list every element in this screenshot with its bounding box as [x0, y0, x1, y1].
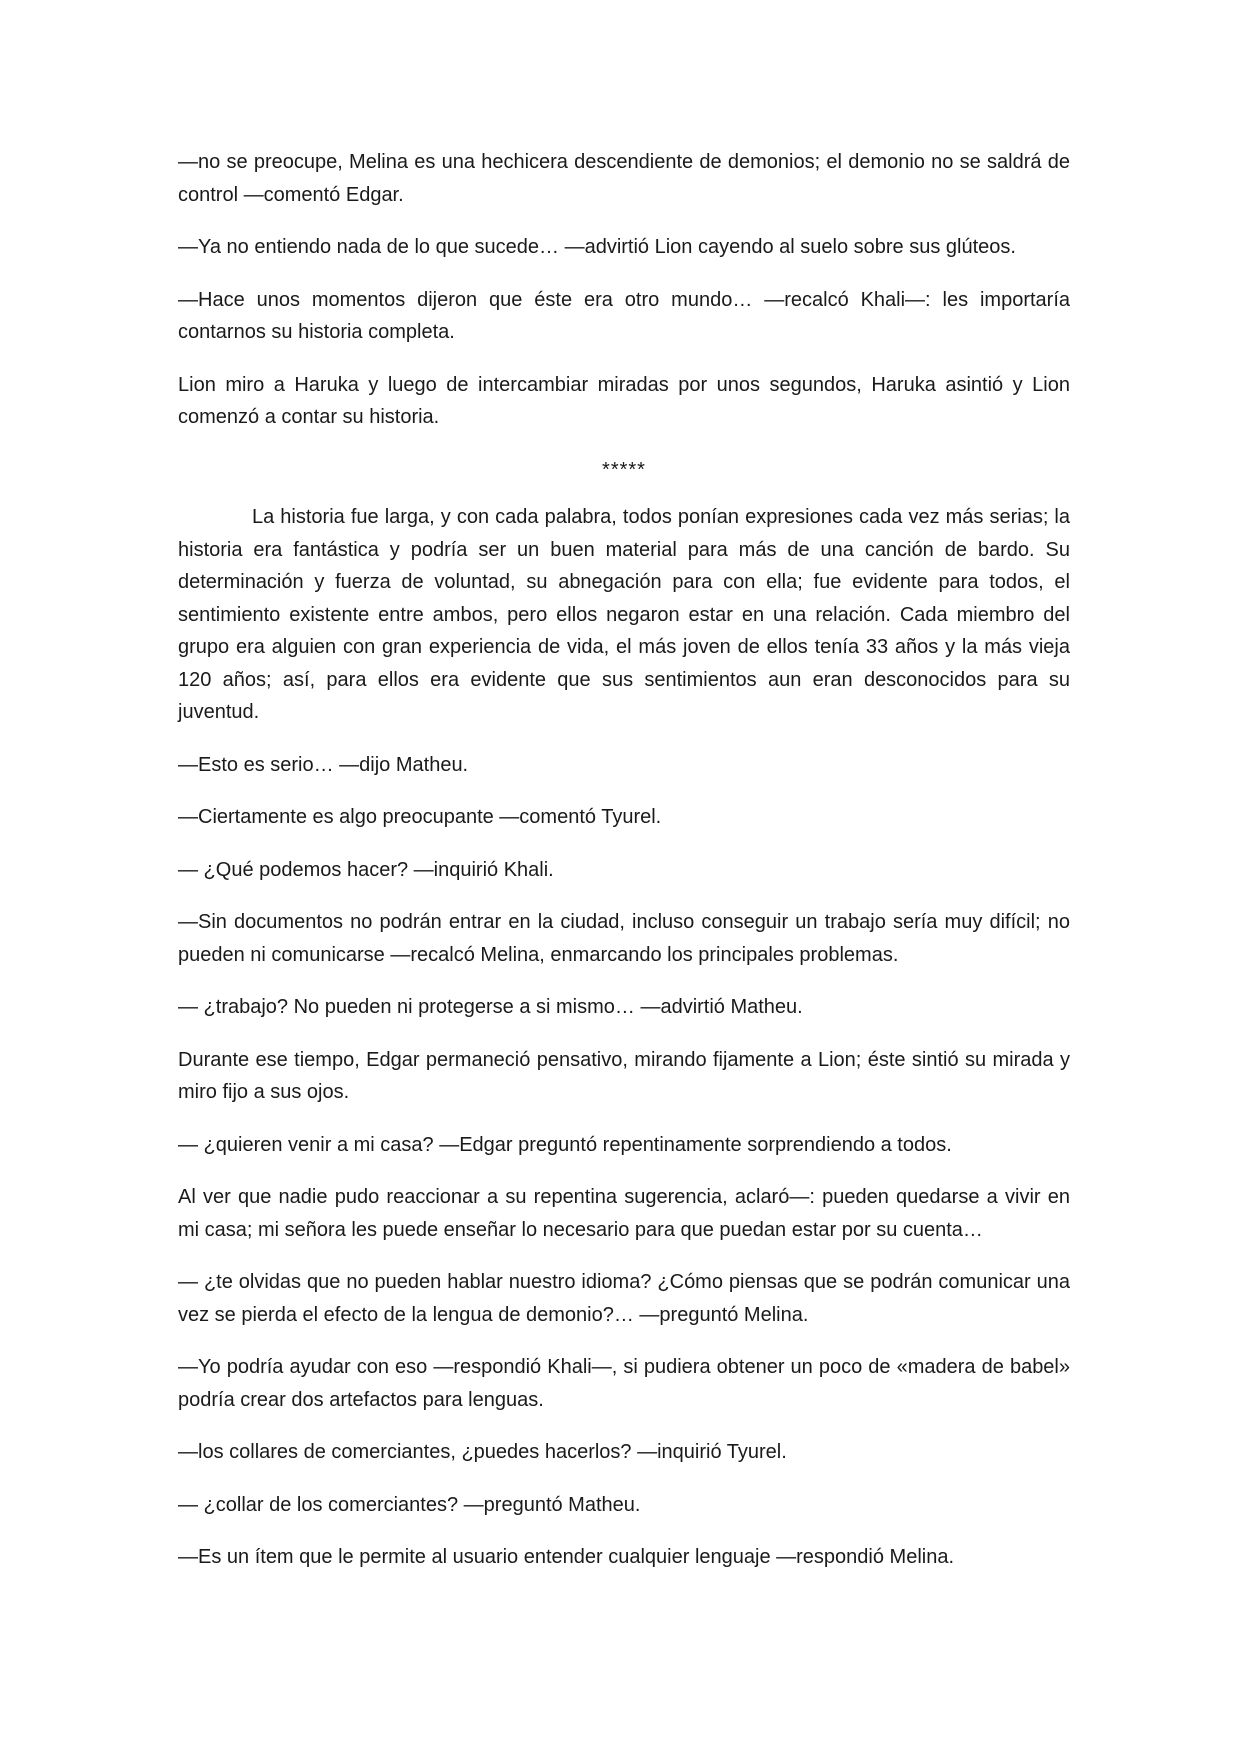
- paragraph-lion-confused: —Ya no entiendo nada de lo que sucede… —advirtió Lion cayendo al suelo sobre sus glúteos.: [178, 236, 1016, 258]
- paragraph-lion-begins-story: Lion miro a Haruka y luego de intercambiar miradas por unos segundos, Haruka asintió y Lion comenzó a contar su historia.: [178, 373, 1070, 428]
- scene-break: *****: [602, 458, 646, 481]
- paragraph-story-summary: La historia fue larga, y con cada palabra, todos ponían expresiones cada vez más serias; la historia era fantástica y podría ser un buen material para más de una canción de bardo. Su determinación y fuerza de voluntad, su abnegación para con ella; fue evidente para todos, el sentimiento existente entre ambos, pero ellos negaron estar en una relación. Cada miembro del grupo era alguien con gran experiencia de vida, el más joven de ellos tenía 33 años y la más vieja 120 años; así, para ellos era evidente que sus sentimientos aun eran desconocidos para su juventud.: [178, 506, 1070, 723]
- paragraph-tyurel-worried: —Ciertamente es algo preocupante —comentó Tyurel.: [178, 806, 662, 828]
- paragraph-melina-explains: —Es un ítem que le permite al usuario entender cualquier lenguaje —respondió Melina.: [178, 1546, 955, 1568]
- paragraph-khali-what-to-do: — ¿Qué podemos hacer? —inquirió Khali.: [178, 858, 554, 881]
- body-text: [178, 146, 1070, 1594]
- paragraph-edgar-invites: — ¿quieren venir a mi casa? —Edgar preguntó repentinamente sorprendiendo a todos.: [178, 1133, 952, 1156]
- paragraph-khali-asks-story: —Hace unos momentos dijeron que éste era otro mundo… —recalcó Khali—: les importaría contarnos su historia completa.: [178, 288, 1070, 343]
- paragraph-khali-artifacts: —Yo podría ayudar con eso —respondió Khali—, si pudiera obtener un poco de «madera de babel» podría crear dos artefactos para lenguas.: [178, 1356, 1070, 1411]
- paragraph-tyurel-collars: —los collares de comerciantes, ¿puedes hacerlos? —inquirió Tyurel.: [178, 1441, 787, 1463]
- paragraph-edgar-reassures: —no se preocupe, Melina es una hechicera descendiente de demonios; el demonio no se saldrá de control —comentó Edgar.: [178, 151, 1070, 206]
- paragraph-matheu-serious: —Esto es serio… —dijo Matheu.: [178, 753, 469, 776]
- paragraph-melina-language: — ¿te olvidas que no pueden hablar nuestro idioma? ¿Cómo piensas que se podrán comunicar una vez se pierda el efecto de la lengua de demonio?… —preguntó Melina.: [178, 1271, 1070, 1326]
- paragraph-melina-problems: —Sin documentos no podrán entrar en la ciudad, incluso conseguir un trabajo sería muy difícil; no pueden ni comunicarse —recalcó Melina, enmarcando los principales problemas.: [178, 911, 1070, 966]
- paragraph-matheu-protect: — ¿trabajo? No pueden ni protegerse a si mismo… —advirtió Matheu.: [178, 996, 803, 1018]
- paragraph-matheu-collar: — ¿collar de los comerciantes? —preguntó Matheu.: [178, 1493, 641, 1516]
- paragraph-edgar-thinking: Durante ese tiempo, Edgar permaneció pensativo, mirando fijamente a Lion; éste sintió su mirada y miro fijo a sus ojos.: [178, 1048, 1070, 1103]
- paragraph-edgar-clarifies: Al ver que nadie pudo reaccionar a su repentina sugerencia, aclaró—: pueden quedarse a vivir en mi casa; mi señora les puede enseñar lo necesario para que puedan estar por su cuenta…: [178, 1186, 1070, 1241]
